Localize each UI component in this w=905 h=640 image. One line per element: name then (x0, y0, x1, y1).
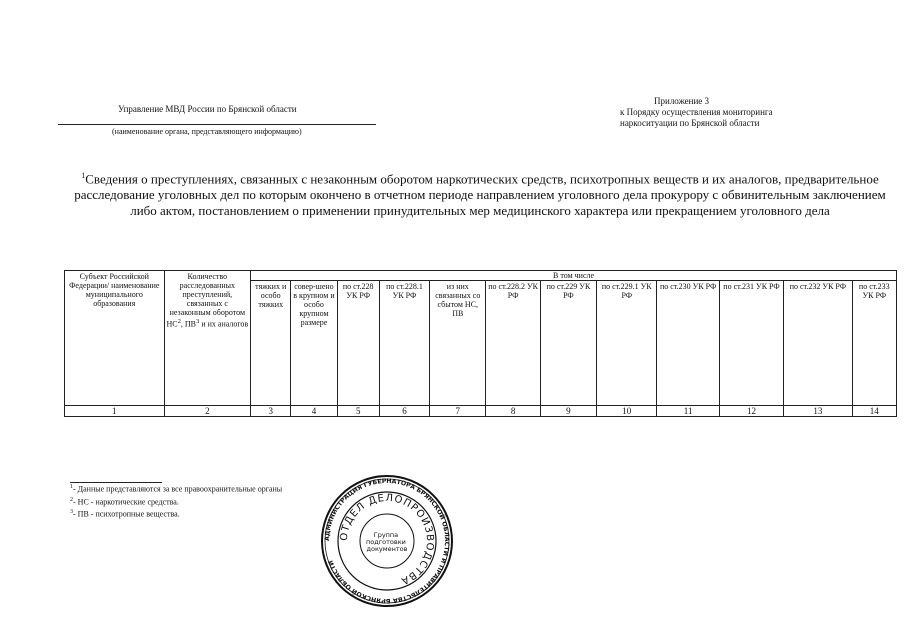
org-caption: (наименование органа, представляющего информацию) (112, 127, 302, 136)
column-number: 10 (597, 406, 657, 417)
document-title (60, 168, 900, 219)
header-cell-subject: Субъект Российской Федерации/ наименование муниципального образования (65, 271, 165, 406)
column-number: 5 (337, 406, 379, 417)
report-table (64, 270, 897, 417)
org-name: Управление МВД России по Брянской области (118, 104, 297, 114)
appendix-line: наркоситуации по Брянской области (620, 118, 760, 128)
header-cell: по ст.228 УК РФ (337, 281, 379, 406)
header-cell: по ст.230 УК РФ (657, 281, 719, 406)
column-number: 8 (486, 406, 540, 417)
appendix-title: Приложение 3 (654, 96, 710, 106)
header-cell: по ст.229.1 УК РФ (597, 281, 657, 406)
official-stamp (320, 474, 454, 608)
header-cell: по ст.233 УК РФ (852, 281, 896, 406)
stamp-inner-text: ОТДЕЛ ДЕЛОПРОИЗВОДСТВА (338, 492, 436, 587)
title-footnote-marker: 1 (81, 171, 86, 180)
column-number: 9 (540, 406, 596, 417)
appendix-block (620, 96, 860, 129)
column-number: 14 (852, 406, 896, 417)
column-number: 7 (430, 406, 486, 417)
title-text: Сведения о преступлениях, связанных с незаконным оборотом наркотических средств, психотропных веществ и их аналогов, предварительное расследование уголовных дел по которым окончено в отчетном периоде направлением уголовного дела прокурору с обвинительным заключением либо актом, постановлением о применении принудительных мер медицинского характера или прекращением уголовного дела (74, 171, 886, 219)
column-number: 11 (657, 406, 719, 417)
header-cell: по ст.229 УК РФ (540, 281, 596, 406)
stamp-center-text: Группа подготовки документов (366, 531, 408, 553)
column-number: 1 (65, 406, 165, 417)
header-cell: по ст.232 УК РФ (784, 281, 852, 406)
header-cell: по ст.228.2 УК РФ (486, 281, 540, 406)
header-cell: по ст.231 УК РФ (719, 281, 783, 406)
header-group-including: В том числе (251, 271, 897, 281)
column-number: 3 (251, 406, 291, 417)
footnote-item: $^1$- Данные представляются за все правоохранительные органы (70, 484, 283, 494)
header-cell: совер-шено в крупном и особо крупном размере (291, 281, 337, 406)
header-cell: из них связанных со сбытом НС, ПВ (430, 281, 486, 406)
column-number: 6 (379, 406, 429, 417)
footnote-item: $^2$- НС - наркотические средства. (70, 496, 179, 507)
footnote-item: $^3$- ПВ - психотропные вещества. (70, 509, 180, 519)
appendix-line: к Порядку осуществления мониторинга (620, 107, 773, 117)
stamp-outer-text: АДМИНИСТРАЦИЯ ГУБЕРНАТОРА БРЯНСКОЙ ОБЛАСТИ И ПРАВИТЕЛЬСТВА БРЯНСКОЙ ОБЛАСТИ (323, 477, 451, 605)
footnotes (70, 482, 282, 520)
header-cell-count: Количество расследованных преступлений, связанных с незаконным оборотом $НС^2$, $ПВ^3$ и их аналогов (164, 271, 251, 406)
column-number: 13 (784, 406, 852, 417)
header-cell: тяжких и особо тяжких (251, 281, 291, 406)
org-underline (58, 124, 376, 125)
column-number: 12 (719, 406, 783, 417)
column-number: 2 (164, 406, 251, 417)
header-cell: по ст.228.1 УК РФ (379, 281, 429, 406)
column-number: 4 (291, 406, 337, 417)
